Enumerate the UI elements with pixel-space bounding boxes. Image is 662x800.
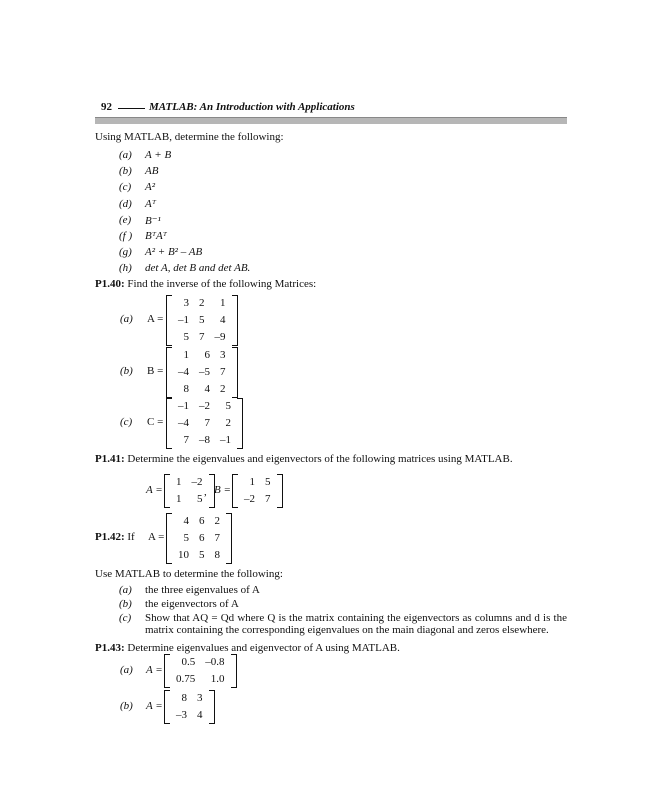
right-bracket bbox=[226, 513, 232, 564]
matrix-name: B = bbox=[147, 365, 164, 377]
running-title: MATLAB: An Introduction with Applications bbox=[149, 101, 355, 113]
right-bracket bbox=[232, 295, 238, 346]
matrix-entry: –1 bbox=[178, 314, 189, 326]
problem-p143 bbox=[95, 642, 400, 654]
matrix-entries bbox=[171, 474, 208, 508]
matrix-entry: 7 bbox=[199, 331, 205, 343]
item-expression: BᵀAᵀ bbox=[145, 230, 167, 242]
matrix-entry: 7 bbox=[204, 417, 210, 429]
matrix-a bbox=[166, 513, 232, 564]
left-bracket bbox=[232, 474, 238, 508]
right-bracket bbox=[237, 398, 243, 449]
header-dash bbox=[118, 108, 145, 109]
matrix-entry: –2 bbox=[191, 476, 203, 488]
matrix-name: B = bbox=[214, 484, 231, 496]
right-bracket bbox=[231, 654, 237, 688]
matrix-entries bbox=[239, 474, 276, 508]
item-expression: A + B bbox=[145, 149, 172, 161]
item-label: (b) bbox=[119, 598, 132, 610]
matrix-entry: –8 bbox=[199, 434, 210, 446]
matrix-entry: 1.0 bbox=[210, 673, 225, 685]
matrix-entry: 2 bbox=[220, 383, 226, 395]
part-label: (c) bbox=[120, 416, 133, 428]
matrix-entries bbox=[171, 690, 208, 724]
matrix-entry: 1 bbox=[220, 297, 226, 309]
problem-text: Determine the eigenvalues and eigenvectors of the following matrices using MATLAB. bbox=[127, 453, 513, 465]
matrix-entry: 5 bbox=[183, 532, 189, 544]
item-text: Show that AQ = Qd where Q is the matrix containing the eigenvectors as columns and d is the matrix containing the corresponding eigenvalues on the main diagonal and zeros elsewhere. bbox=[145, 612, 567, 636]
part-label: (a) bbox=[120, 313, 133, 325]
matrix-entry: –4 bbox=[178, 417, 189, 429]
problem-p140 bbox=[95, 278, 316, 290]
right-bracket bbox=[277, 474, 283, 508]
matrix-entries bbox=[173, 295, 231, 346]
matrix-entry: –3 bbox=[176, 709, 187, 721]
problem-heading: P1.40: bbox=[95, 278, 125, 290]
item-text: the three eigenvalues of A bbox=[145, 584, 260, 596]
item-label: (g) bbox=[119, 246, 132, 259]
matrix-entry: 2 bbox=[199, 297, 205, 309]
problem-text: If bbox=[127, 531, 135, 543]
page-number: 92 bbox=[101, 101, 112, 113]
matrix-entry: 7 bbox=[220, 366, 226, 378]
matrix-entry: –1 bbox=[220, 434, 231, 446]
matrix-entry: 2 bbox=[214, 515, 220, 527]
matrix-entry: –5 bbox=[199, 366, 210, 378]
matrix-entry: 6 bbox=[199, 532, 205, 544]
matrix-entry: –4 bbox=[178, 366, 189, 378]
matrix-entry: 5 bbox=[225, 400, 231, 412]
item-expression: B⁻¹ bbox=[145, 214, 161, 227]
item-label: (f ) bbox=[119, 230, 133, 242]
matrix-c bbox=[166, 398, 243, 449]
item-label: (a) bbox=[119, 149, 132, 161]
matrix-entry: 6 bbox=[204, 349, 210, 361]
problem-heading: P1.41: bbox=[95, 453, 125, 465]
part-label: (b) bbox=[120, 365, 133, 377]
matrix-b bbox=[232, 474, 283, 508]
matrix-entry: 5 bbox=[199, 314, 205, 326]
part-label: (b) bbox=[120, 700, 133, 712]
problem-text: Determine eigenvalues and eigenvector of A using MATLAB. bbox=[127, 642, 400, 654]
matrix-name: A = bbox=[146, 664, 163, 676]
header-rule bbox=[95, 117, 567, 124]
item-expression: Aᵀ bbox=[145, 197, 156, 210]
part-label: (a) bbox=[120, 664, 133, 676]
item-label: (c) bbox=[119, 181, 132, 194]
matrix-entry: 1 bbox=[183, 349, 189, 361]
item-label: (a) bbox=[119, 584, 132, 596]
matrix-entry: 7 bbox=[265, 493, 271, 505]
matrix-a bbox=[166, 295, 238, 346]
matrix-entry: 5 bbox=[197, 493, 203, 505]
matrix-entry: 3 bbox=[183, 297, 189, 309]
matrix-entry: 10 bbox=[178, 549, 189, 561]
left-bracket bbox=[164, 654, 170, 688]
matrix-entry: 6 bbox=[199, 515, 205, 527]
matrix-entry: 7 bbox=[214, 532, 220, 544]
left-bracket bbox=[166, 398, 172, 449]
left-bracket bbox=[164, 474, 170, 508]
matrix-entries bbox=[173, 398, 236, 449]
separator: , bbox=[204, 486, 207, 498]
item-label: (d) bbox=[119, 197, 132, 210]
matrix-entries bbox=[173, 347, 231, 398]
matrix-entry: 4 bbox=[220, 314, 226, 326]
left-bracket bbox=[166, 347, 172, 398]
matrix-b bbox=[166, 347, 238, 398]
matrix-name: A = bbox=[146, 700, 163, 712]
matrix-a bbox=[164, 654, 237, 688]
matrix-b bbox=[164, 690, 215, 724]
matrix-entry: –2 bbox=[244, 493, 255, 505]
matrix-entry: 5 bbox=[199, 549, 205, 561]
matrix-name: A = bbox=[146, 484, 163, 496]
problem-p142 bbox=[95, 531, 135, 543]
problem-heading: P1.43: bbox=[95, 642, 125, 654]
matrix-entry: 1 bbox=[176, 493, 182, 505]
matrix-entry: 4 bbox=[204, 383, 210, 395]
item-label: (b) bbox=[119, 165, 132, 178]
matrix-name: A = bbox=[147, 313, 164, 325]
matrix-entry: 0.75 bbox=[176, 673, 196, 685]
problem-heading: P1.42: bbox=[95, 531, 125, 543]
matrix-entry: 2 bbox=[225, 417, 231, 429]
problem-text: Find the inverse of the following Matrices: bbox=[127, 278, 317, 290]
intro-text: Using MATLAB, determine the following: bbox=[95, 131, 284, 143]
matrix-entry: 0.5 bbox=[181, 656, 196, 668]
matrix-entry: 3 bbox=[220, 349, 226, 361]
item-expression: AB bbox=[145, 165, 159, 178]
matrix-entry: 8 bbox=[183, 383, 189, 395]
matrix-entry: 5 bbox=[183, 331, 189, 343]
item-expression: A² bbox=[145, 181, 156, 194]
matrix-entry: –0.8 bbox=[205, 656, 225, 668]
matrix-entry: –2 bbox=[199, 400, 210, 412]
problem-p141 bbox=[95, 453, 513, 465]
instruction-text: Use MATLAB to determine the following: bbox=[95, 568, 283, 580]
right-bracket bbox=[232, 347, 238, 398]
matrix-entry: 8 bbox=[181, 692, 187, 704]
matrix-entries bbox=[171, 654, 230, 688]
left-bracket bbox=[166, 513, 172, 564]
matrix-entry: 1 bbox=[176, 476, 182, 488]
item-label: (h) bbox=[119, 262, 132, 275]
matrix-name: C = bbox=[147, 416, 164, 428]
left-bracket bbox=[164, 690, 170, 724]
matrix-entries bbox=[173, 513, 225, 564]
item-expression: det A, det B and det AB. bbox=[145, 262, 251, 275]
matrix-name: A = bbox=[148, 531, 165, 543]
matrix-entry: 4 bbox=[197, 709, 203, 721]
left-bracket bbox=[166, 295, 172, 346]
matrix-entry: 3 bbox=[197, 692, 203, 704]
matrix-entry: 4 bbox=[183, 515, 189, 527]
matrix-entry: 5 bbox=[265, 476, 271, 488]
item-expression: A² + B² – AB bbox=[145, 246, 203, 259]
matrix-entry: 8 bbox=[214, 549, 220, 561]
matrix-entry: 1 bbox=[249, 476, 255, 488]
item-label: (c) bbox=[119, 612, 132, 624]
item-text: the eigenvectors of A bbox=[145, 598, 239, 610]
matrix-entry: –9 bbox=[214, 331, 226, 343]
right-bracket bbox=[209, 690, 215, 724]
matrix-entry: –1 bbox=[178, 400, 189, 412]
item-label: (e) bbox=[119, 213, 132, 226]
matrix-entry: 7 bbox=[183, 434, 189, 446]
